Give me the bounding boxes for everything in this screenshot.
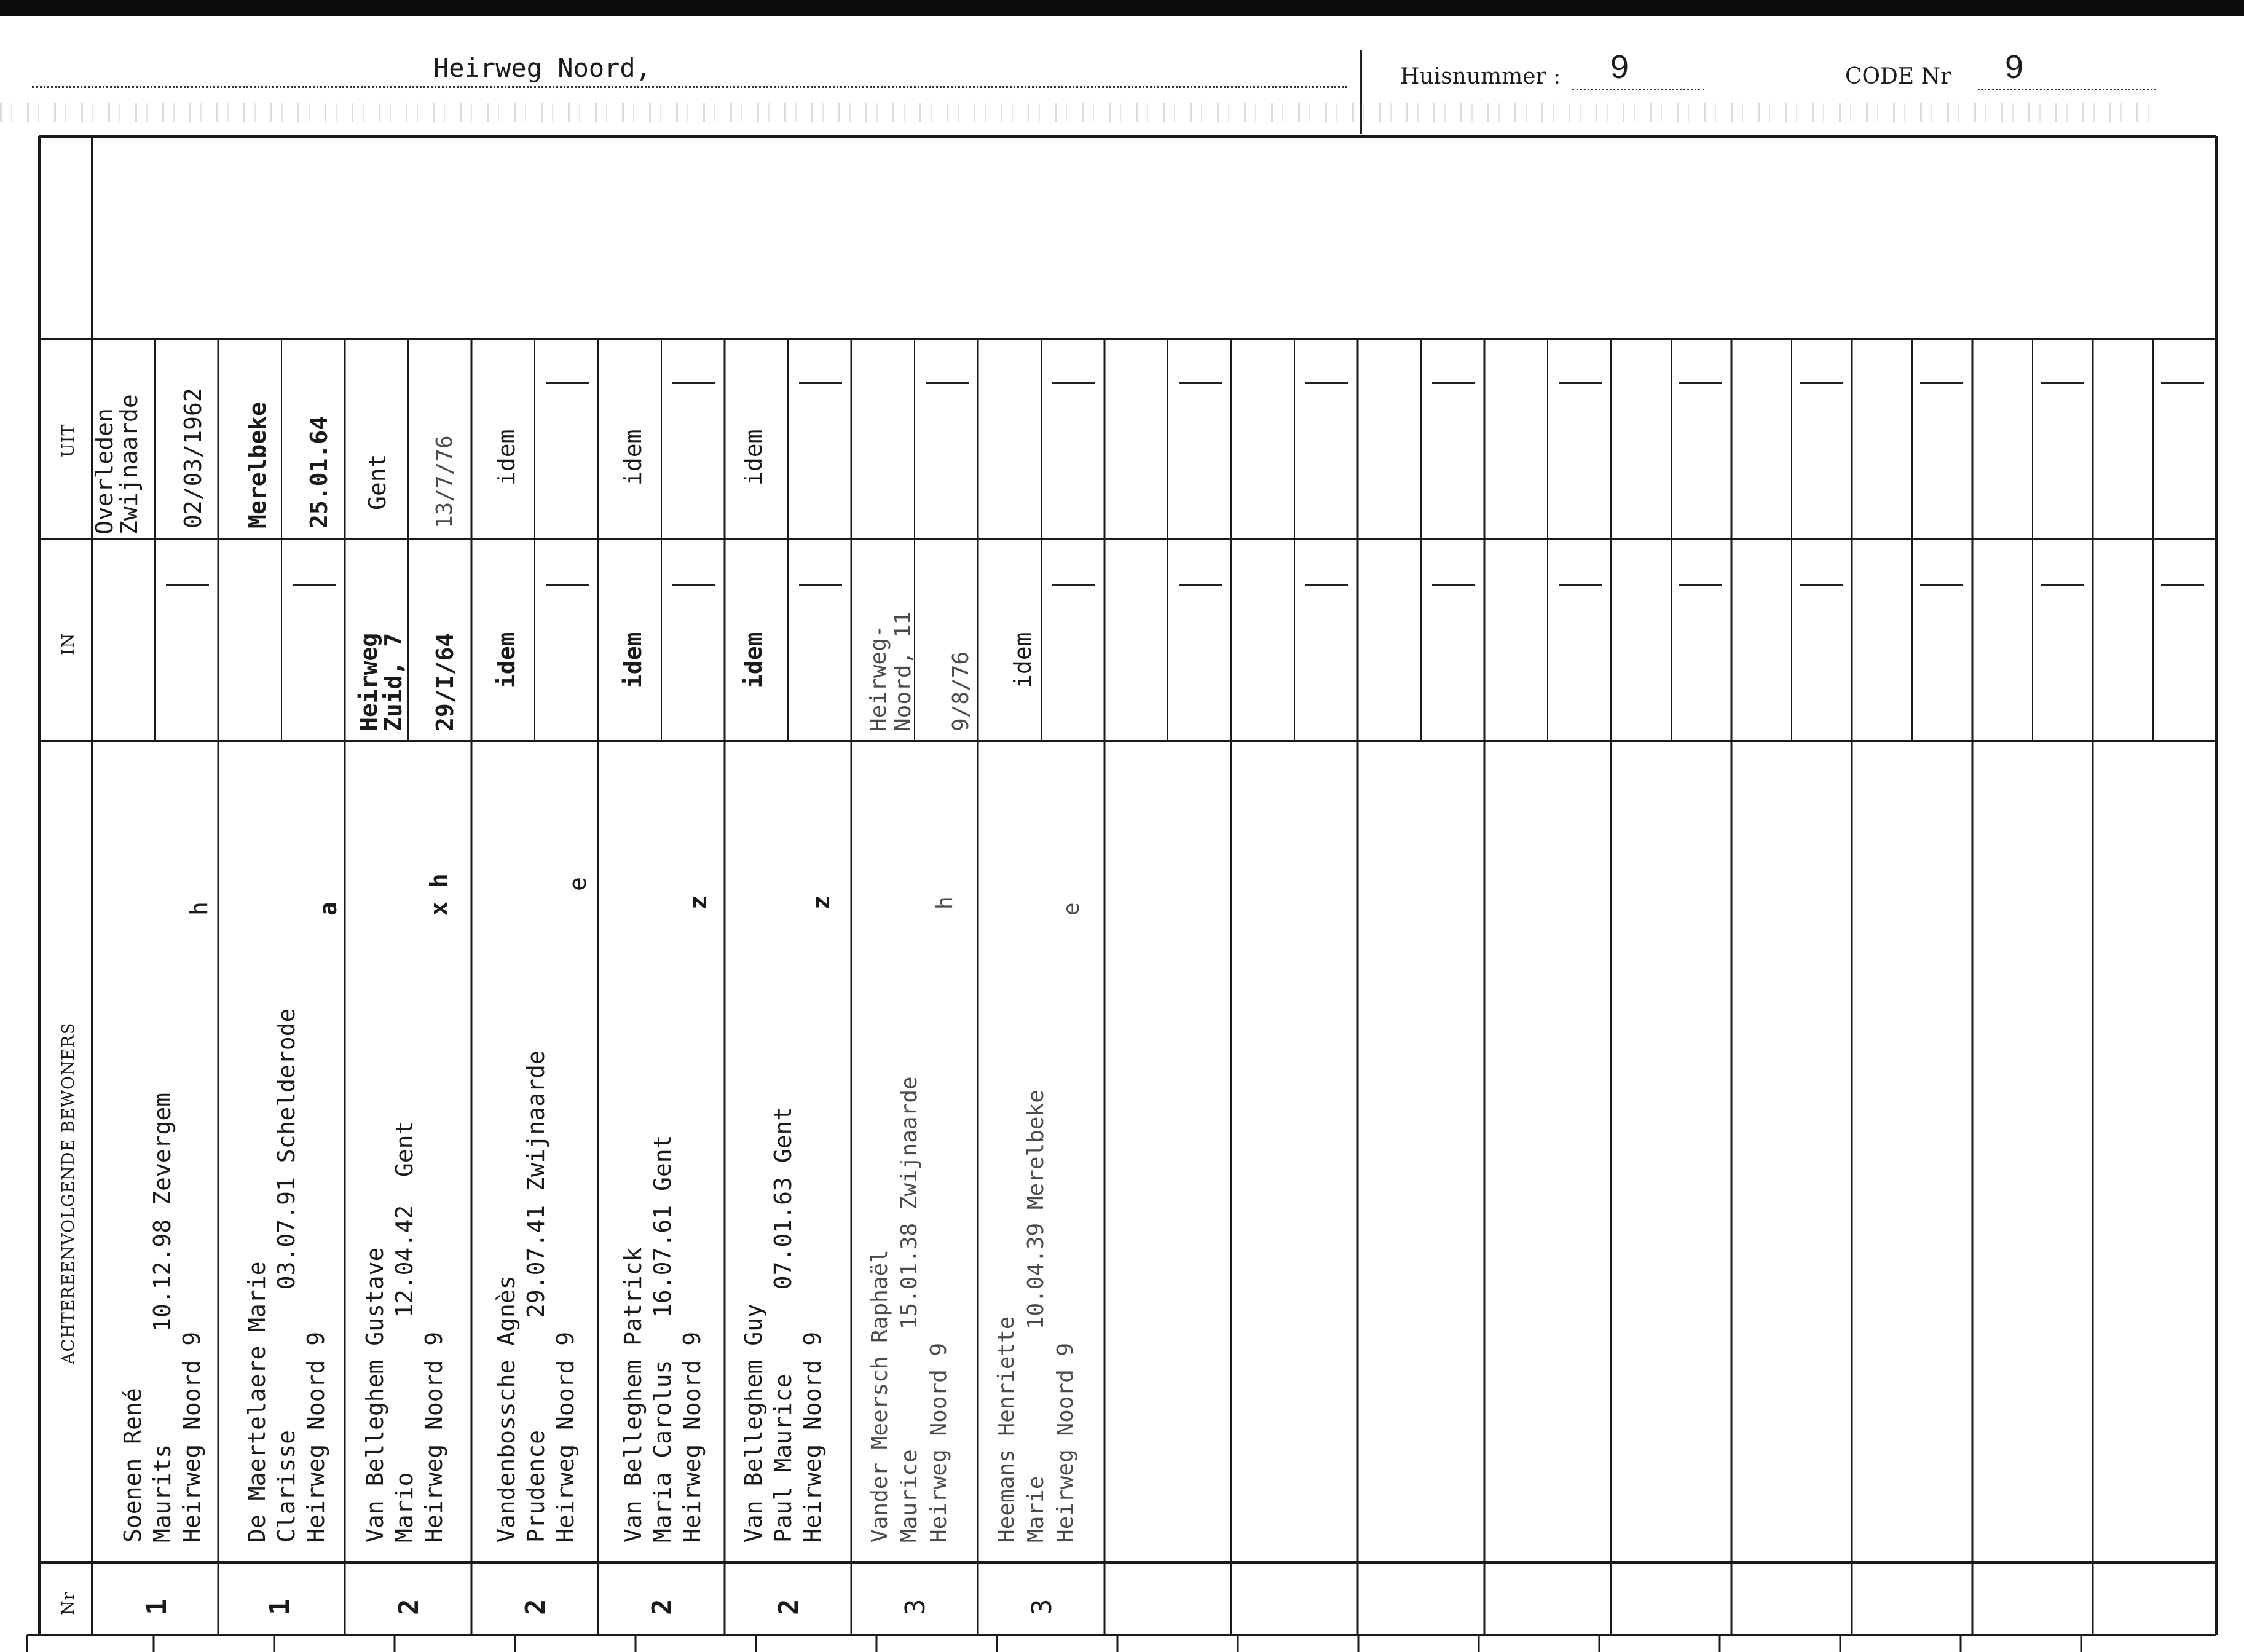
resident-line-3: Heirweg Noord 9 xyxy=(926,1342,951,1543)
resident-mark: z xyxy=(685,895,712,910)
nr-value: 2 xyxy=(520,1599,551,1615)
resident-line-2: Clarisse 03.07.91 Schelderode xyxy=(273,1008,300,1543)
resident-line-1: Soenen René xyxy=(119,1388,146,1543)
in-dash xyxy=(2041,584,2084,586)
section-label-bewoners: ACHTEREENVOLGENDE BEWONERS xyxy=(59,1022,78,1364)
resident-mark: a xyxy=(315,902,342,916)
uit-place: Merelbeke xyxy=(244,402,271,529)
resident-line-1: Vandenbossche Agnès xyxy=(493,1275,520,1543)
in-dash xyxy=(1305,584,1348,586)
in-dash xyxy=(1432,584,1475,586)
resident-line-1: Van Belleghem Patrick xyxy=(620,1247,647,1543)
uit-dash xyxy=(1559,382,1602,384)
in-dash xyxy=(799,584,842,586)
resident-line-3: Heirweg Noord 9 xyxy=(1053,1342,1078,1543)
resident-line-3: Heirweg Noord 9 xyxy=(552,1331,579,1543)
nr-value: 1 xyxy=(264,1599,296,1615)
resident-line-3: Heirweg Noord 9 xyxy=(302,1331,329,1543)
in-dash xyxy=(1179,584,1222,586)
resident-mark: h xyxy=(186,902,213,916)
in-dash xyxy=(546,584,589,586)
in-place: idem xyxy=(740,632,767,688)
section-label-in: IN xyxy=(59,632,78,655)
uit-date: 02/03/1962 xyxy=(179,388,207,529)
in-dash xyxy=(1679,584,1722,586)
section-label-nr: Nr xyxy=(59,1591,78,1615)
uit-place: Overleden Zwijnaarde xyxy=(91,394,143,535)
nr-value: 2 xyxy=(773,1599,805,1615)
uit-dash xyxy=(1305,382,1348,384)
uit-dash xyxy=(1179,382,1222,384)
in-dash xyxy=(1920,584,1963,586)
code-value: 9 xyxy=(2005,49,2024,85)
uit-place: idem xyxy=(493,429,520,486)
huisnummer-value: 9 xyxy=(1610,49,1629,85)
resident-line-1: Van Belleghem Guy xyxy=(740,1304,767,1543)
resident-line-2: Maurice 15.01.38 Zwijnaarde xyxy=(897,1076,922,1543)
in-place: idem xyxy=(493,632,520,688)
resident-line-3: Heirweg Noord 9 xyxy=(178,1331,205,1543)
resident-line-2: Marie 10.04.39 Merelbeke xyxy=(1023,1090,1049,1543)
resident-line-2: Maria Carolus 16.07.61 Gent xyxy=(649,1135,676,1543)
code-label: CODE Nr xyxy=(1845,64,1951,89)
uit-dash xyxy=(1800,382,1843,384)
uit-dash xyxy=(2161,382,2204,384)
uit-dash xyxy=(2041,382,2084,384)
in-dash xyxy=(672,584,715,586)
uit-dash xyxy=(1052,382,1095,384)
nr-value: 3 xyxy=(900,1599,931,1615)
uit-date: 13/7/76 xyxy=(432,435,457,529)
section-label-uit: UIT xyxy=(59,423,78,457)
in-place: idem xyxy=(1009,632,1036,688)
uit-dash xyxy=(799,382,842,384)
nr-value: 2 xyxy=(647,1599,678,1615)
resident-line-1: Heemans Henriette xyxy=(994,1316,1019,1543)
uit-dash xyxy=(546,382,589,384)
resident-mark: e xyxy=(564,877,591,891)
resident-line-2: Maurits 10.12.98 Zevergem xyxy=(149,1092,176,1543)
resident-line-3: Heirweg Noord 9 xyxy=(420,1331,447,1543)
in-place: idem xyxy=(620,632,647,688)
resident-mark: x h xyxy=(425,873,452,916)
in-place: Heirweg Zuid, 7 xyxy=(355,632,407,731)
resident-line-1: De Maertelaere Marie xyxy=(243,1261,270,1543)
resident-line-3: Heirweg Noord 9 xyxy=(799,1331,826,1543)
nr-value: 3 xyxy=(1026,1599,1058,1615)
uit-place: idem xyxy=(620,429,647,486)
in-dash xyxy=(166,584,209,586)
uit-place: Gent xyxy=(364,454,391,510)
uit-dash xyxy=(1432,382,1475,384)
resident-mark: e xyxy=(1059,902,1084,916)
in-dash xyxy=(2161,584,2204,586)
in-date: 9/8/76 xyxy=(948,651,974,731)
resident-line-2: Prudence 29.07.41 Zwijnaarde xyxy=(522,1050,549,1543)
in-dash xyxy=(1800,584,1843,586)
uit-date: 25.01.64 xyxy=(305,415,333,529)
resident-line-2: Mario 12.04.42 Gent xyxy=(391,1120,418,1543)
resident-mark: h xyxy=(932,896,958,910)
nr-value: 1 xyxy=(141,1599,173,1615)
in-date: 29/I/64 xyxy=(431,632,459,731)
uit-dash xyxy=(926,382,969,384)
in-dash xyxy=(293,584,336,586)
resident-line-3: Heirweg Noord 9 xyxy=(679,1331,706,1543)
uit-dash xyxy=(672,382,715,384)
in-dash xyxy=(1559,584,1602,586)
resident-line-1: Van Belleghem Gustave xyxy=(361,1247,388,1543)
resident-mark: z xyxy=(808,895,835,910)
nr-value: 2 xyxy=(393,1599,425,1615)
street-name: Heirweg Noord, xyxy=(433,53,652,83)
uit-dash xyxy=(1920,382,1963,384)
in-dash xyxy=(1052,584,1095,586)
resident-line-1: Vander Meersch Raphaël xyxy=(867,1249,892,1543)
in-place: Heirweg- Noord, 11 xyxy=(866,611,916,731)
huisnummer-label: Huisnummer : xyxy=(1400,64,1561,89)
uit-place: idem xyxy=(740,429,767,486)
resident-line-2: Paul Maurice 07.01.63 Gent xyxy=(770,1106,797,1543)
uit-dash xyxy=(1679,382,1722,384)
